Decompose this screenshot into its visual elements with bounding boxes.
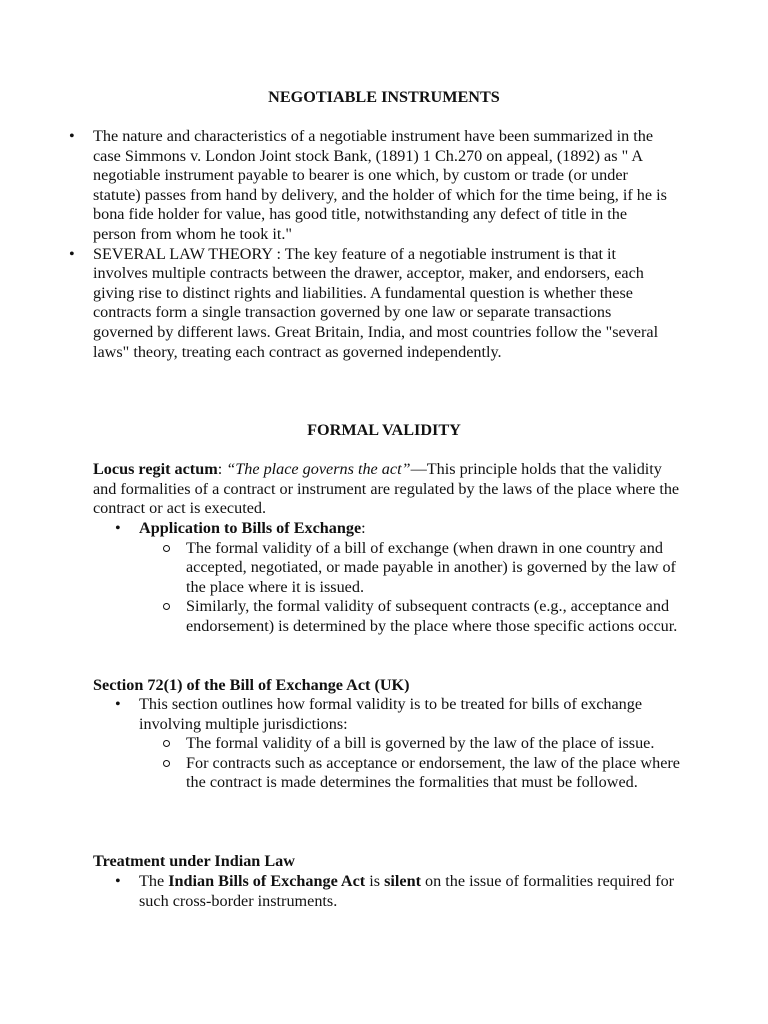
list-item	[93, 597, 683, 636]
application-colon: :	[361, 519, 366, 537]
indian-law-heading: Treatment under Indian Law	[93, 852, 295, 870]
circle-bullet-icon	[163, 603, 170, 610]
list-item	[47, 127, 673, 245]
list-item	[93, 519, 683, 539]
section72-bullet: This section outlines how formal validity is to be treated for bills of exchange involving multiple jurisdictions:	[139, 695, 643, 733]
section72-subitem-1: The formal validity of a bill is governed by the law of the place of issue.	[186, 734, 655, 753]
circle-bullet-icon	[163, 545, 170, 552]
locus-term: Locus regit actum	[93, 460, 218, 478]
section72-list	[93, 695, 683, 793]
bullet-icon: •	[115, 519, 121, 537]
indian-act-name: Indian Bills of Exchange Act	[168, 872, 366, 890]
formal-validity-heading: FORMAL VALIDITY	[307, 421, 461, 439]
intro-bullet-several-law: SEVERAL LAW THEORY : The key feature of a negotiable instrument is that it involves multiple contracts between the drawer, acceptor, maker, and endorsers, each giving rise to distinct rights and liabilities. A fundamental question is whether these contracts form a single transaction governed by one law or separate transactions governed by different laws. Great Britain, India, and most countries follow the "several laws" theory, treating each contract as governed independently.	[93, 244, 659, 361]
application-list	[93, 519, 683, 637]
indian-law-post: on the issue of formalities required for such cross-border instruments.	[139, 872, 675, 910]
locus-paragraph	[93, 460, 683, 519]
section72-heading: Section 72(1) of the Bill of Exchange Act (UK)	[93, 676, 410, 694]
locus-rest: —This principle holds that the validity and formalities of a contract or instrument are regulated by the laws of the place where the contract or act is executed.	[93, 460, 680, 518]
intro-bullet-simmons: The nature and characteristics of a negotiable instrument have been summarized in the case Simmons v. London Joint stock Bank, (1891) 1 Ch.270 on appeal, (1892) as " A negotiable instrument payable to bearer is one which, by custom or trade (or under statute) passes from hand by delivery, and the holder of which for the time being, if he is bona fide holder for value, has good title, notwithstanding any defect of title in the person from whom he took it."	[93, 127, 667, 243]
bullet-icon: •	[69, 127, 75, 145]
indian-law-pre: The	[139, 872, 169, 890]
circle-bullet-icon	[163, 740, 170, 747]
list-item	[93, 539, 683, 598]
application-label: Application to Bills of Exchange	[139, 519, 362, 537]
bullet-icon: •	[69, 244, 75, 263]
application-subitem-1: The formal validity of a bill of exchange (when drawn in one country and accepted, negotiated, or made payable in another) is governed by the law of the place where it is issued.	[186, 538, 676, 596]
indian-law-list	[93, 872, 683, 911]
list-item	[47, 245, 673, 363]
silent-word: silent	[384, 872, 421, 890]
document-title: NEGOTIABLE INSTRUMENTS	[268, 88, 500, 106]
list-item	[93, 734, 683, 754]
indian-law-mid: is	[365, 872, 385, 890]
section72-subitem-2: For contracts such as acceptance or endorsement, the law of the place where the contract is made determines the formalities that must be followed.	[186, 753, 680, 792]
bullet-icon: •	[115, 872, 121, 890]
locus-quote: “The place governs the act”	[226, 460, 411, 478]
list-item	[93, 754, 683, 793]
bullet-icon: •	[115, 695, 121, 713]
list-item	[93, 872, 683, 911]
locus-colon: :	[217, 460, 227, 478]
intro-bullet-list	[69, 127, 673, 362]
circle-bullet-icon	[163, 760, 170, 767]
application-subitem-2: Similarly, the formal validity of subsequent contracts (e.g., acceptance and endorsement) is determined by the place where those specific actions occur.	[186, 597, 678, 635]
list-item	[93, 695, 683, 734]
